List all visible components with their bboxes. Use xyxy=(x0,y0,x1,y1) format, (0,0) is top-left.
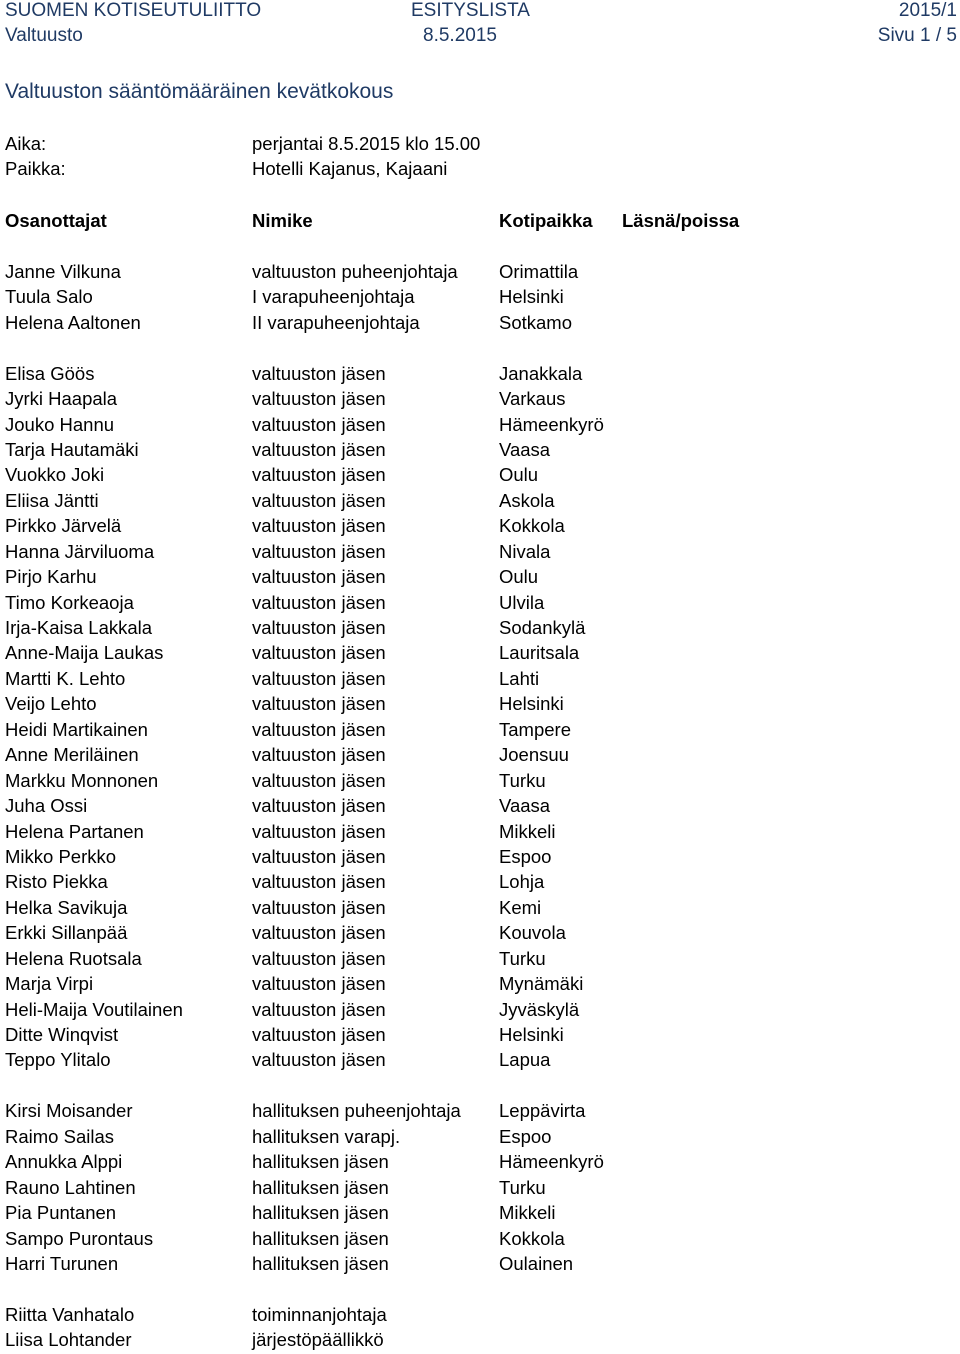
participants-table xyxy=(5,209,945,1354)
participant-home: Kokkola xyxy=(499,1227,565,1249)
participant-home: Turku xyxy=(499,1176,546,1198)
participant-row xyxy=(5,489,945,514)
participant-name: Annukka Alppi xyxy=(5,1151,123,1173)
participant-row xyxy=(5,514,945,539)
participant-title: valtuuston jäsen xyxy=(252,388,386,410)
participant-row xyxy=(5,362,945,387)
participant-title: valtuuston jäsen xyxy=(252,744,386,766)
participant-row xyxy=(5,438,945,463)
participant-title: valtuuston jäsen xyxy=(252,566,386,588)
participant-row xyxy=(5,1252,945,1277)
participant-row xyxy=(5,1176,945,1201)
organization-name: SUOMEN KOTISEUTULIITTO xyxy=(5,0,262,21)
participant-title: valtuuston jäsen xyxy=(252,998,386,1020)
participant-row xyxy=(5,591,945,616)
participant-home: Kemi xyxy=(499,896,542,918)
participant-title: hallituksen varapj. xyxy=(252,1125,401,1147)
document-number: 2015/1 xyxy=(898,0,957,21)
participant-row xyxy=(5,1048,945,1073)
participant-row xyxy=(5,921,945,946)
participant-name: Heidi Martikainen xyxy=(5,718,148,740)
participant-home: Janakkala xyxy=(499,362,583,384)
participant-title: valtuuston jäsen xyxy=(252,413,386,435)
participant-home: Helsinki xyxy=(499,693,564,715)
participant-name: Helena Aaltonen xyxy=(5,311,141,333)
column-header-name: Osanottajat xyxy=(5,210,107,231)
participant-name: Erkki Sillanpää xyxy=(5,922,128,944)
participant-home: Orimattila xyxy=(499,260,579,282)
participant-home: Ulvila xyxy=(499,591,545,613)
participant-title: hallituksen jäsen xyxy=(252,1151,389,1173)
participant-title: valtuuston jäsen xyxy=(252,642,386,664)
participant-row xyxy=(5,870,945,895)
meeting-title: Valtuuston sääntömääräinen kevätkokous xyxy=(5,80,394,103)
group-spacer xyxy=(5,234,945,259)
participant-name: Anne Meriläinen xyxy=(5,744,139,766)
participant-title: valtuuston jäsen xyxy=(252,769,386,791)
place-row xyxy=(5,158,805,182)
column-header-presence: Läsnä/poissa xyxy=(622,210,740,231)
participant-row xyxy=(5,616,945,641)
participants-body xyxy=(5,234,945,1353)
participant-title: hallituksen jäsen xyxy=(252,1202,389,1224)
participant-name: Pia Puntanen xyxy=(5,1202,117,1224)
participant-row xyxy=(5,260,945,285)
page-number: Sivu 1 / 5 xyxy=(877,25,957,46)
participant-home: Oulainen xyxy=(499,1252,574,1274)
participant-title: valtuuston puheenjohtaja xyxy=(252,260,458,282)
place-label: Paikka: xyxy=(5,158,66,179)
participant-home: Oulu xyxy=(499,464,539,486)
participant-name: Heli-Maija Voutilainen xyxy=(5,998,183,1020)
participant-home: Helsinki xyxy=(499,286,564,308)
participant-name: Teppo Ylitalo xyxy=(5,1049,111,1071)
participant-row xyxy=(5,1125,945,1150)
document-header-line-2 xyxy=(5,25,957,49)
participant-home: Lohja xyxy=(499,871,545,893)
participant-name: Rauno Lahtinen xyxy=(5,1176,136,1198)
participant-row xyxy=(5,1201,945,1226)
participant-title: valtuuston jäsen xyxy=(252,947,386,969)
participant-title: valtuuston jäsen xyxy=(252,973,386,995)
participant-title: valtuuston jäsen xyxy=(252,515,386,537)
participant-row xyxy=(5,1099,945,1124)
participant-name: Juha Ossi xyxy=(5,795,88,817)
participant-home: Lahti xyxy=(499,667,540,689)
participant-home: Askola xyxy=(499,489,555,511)
participant-name: Sampo Purontaus xyxy=(5,1227,154,1249)
participant-name: Helena Ruotsala xyxy=(5,947,142,969)
participant-title: järjestöpäällikkö xyxy=(252,1329,384,1351)
participant-row xyxy=(5,667,945,692)
participant-title: toiminnanjohtaja xyxy=(252,1303,387,1325)
participant-row xyxy=(5,845,945,870)
participant-name: Eliisa Jäntti xyxy=(5,489,99,511)
place-value: Hotelli Kajanus, Kajaani xyxy=(252,158,448,179)
participant-home: Mikkeli xyxy=(499,1202,556,1224)
participant-name: Pirkko Järvelä xyxy=(5,515,122,537)
participant-row xyxy=(5,1328,945,1353)
participant-home: Hämeenkyrö xyxy=(499,413,604,435)
participant-home: Hämeenkyrö xyxy=(499,1151,604,1173)
participant-name: Riitta Vanhatalo xyxy=(5,1303,135,1325)
time-value: perjantai 8.5.2015 klo 15.00 xyxy=(252,133,481,154)
participant-row xyxy=(5,311,945,336)
participant-row xyxy=(5,769,945,794)
participant-home: Joensuu xyxy=(499,744,569,766)
participant-title: valtuuston jäsen xyxy=(252,464,386,486)
participant-home: Vaasa xyxy=(499,438,551,460)
column-header-home: Kotipaikka xyxy=(499,210,593,231)
participant-home: Vaasa xyxy=(499,795,551,817)
time-row xyxy=(5,133,805,157)
participant-row xyxy=(5,1150,945,1175)
participant-home: Mynämäki xyxy=(499,973,584,995)
participant-name: Raimo Sailas xyxy=(5,1125,114,1147)
participant-row xyxy=(5,565,945,590)
participant-name: Tuula Salo xyxy=(5,286,93,308)
participant-title: valtuuston jäsen xyxy=(252,489,386,511)
participant-home: Tampere xyxy=(499,718,571,740)
participant-title: valtuuston jäsen xyxy=(252,896,386,918)
participant-row xyxy=(5,641,945,666)
participants-header-row xyxy=(5,209,945,234)
participant-name: Pirjo Karhu xyxy=(5,566,97,588)
participant-home: Oulu xyxy=(499,566,539,588)
participant-row xyxy=(5,947,945,972)
participant-title: valtuuston jäsen xyxy=(252,871,386,893)
participant-home: Leppävirta xyxy=(499,1100,586,1122)
participant-row xyxy=(5,896,945,921)
participant-row xyxy=(5,463,945,488)
participant-name: Tarja Hautamäki xyxy=(5,438,139,460)
column-header-title: Nimike xyxy=(252,210,313,231)
participant-row xyxy=(5,743,945,768)
participant-name: Kirsi Moisander xyxy=(5,1100,133,1122)
group-spacer xyxy=(5,1277,945,1302)
participant-row xyxy=(5,998,945,1023)
participant-home: Lauritsala xyxy=(499,642,580,664)
participant-name: Ditte Winqvist xyxy=(5,1024,119,1045)
participant-home: Turku xyxy=(499,769,546,791)
participant-name: Vuokko Joki xyxy=(5,464,105,486)
participant-row xyxy=(5,540,945,565)
participant-name: Jyrki Haapala xyxy=(5,388,118,410)
participant-row xyxy=(5,1227,945,1252)
participant-row xyxy=(5,794,945,819)
participant-home: Varkaus xyxy=(499,388,566,410)
document-header-line-1 xyxy=(5,0,957,24)
participant-name: Risto Piekka xyxy=(5,871,108,893)
participant-row xyxy=(5,285,945,310)
participant-title: valtuuston jäsen xyxy=(252,591,386,613)
participant-title: valtuuston jäsen xyxy=(252,922,386,944)
participant-title: valtuuston jäsen xyxy=(252,1024,386,1045)
participant-name: Jouko Hannu xyxy=(5,413,115,435)
participant-name: Hanna Järviluoma xyxy=(5,540,155,562)
participant-home: Sodankylä xyxy=(499,617,586,638)
time-label: Aika: xyxy=(5,133,47,154)
participant-title: I varapuheenjohtaja xyxy=(252,286,415,308)
participant-row xyxy=(5,692,945,717)
participant-row xyxy=(5,387,945,412)
participant-title: hallituksen puheenjohtaja xyxy=(252,1100,461,1122)
group-spacer xyxy=(5,336,945,361)
participant-home: Mikkeli xyxy=(499,820,556,842)
participant-home: Kouvola xyxy=(499,922,566,944)
group-spacer xyxy=(5,1074,945,1099)
participant-name: Helka Savikuja xyxy=(5,896,128,918)
participant-name: Janne Vilkuna xyxy=(5,260,121,282)
participant-home: Sotkamo xyxy=(499,311,573,333)
participant-name: Timo Korkeaoja xyxy=(5,591,134,613)
participant-title: hallituksen jäsen xyxy=(252,1227,389,1249)
participant-name: Liisa Lohtander xyxy=(5,1329,132,1351)
participant-title: valtuuston jäsen xyxy=(252,667,386,689)
participant-title: hallituksen jäsen xyxy=(252,1252,389,1274)
participant-home: Kokkola xyxy=(499,515,565,537)
participant-name: Marja Virpi xyxy=(5,973,94,995)
participant-title: valtuuston jäsen xyxy=(252,820,386,842)
participant-row xyxy=(5,972,945,997)
participant-title: valtuuston jäsen xyxy=(252,795,386,817)
participant-title: valtuuston jäsen xyxy=(252,438,386,460)
participant-row xyxy=(5,1023,945,1048)
participant-name: Markku Monnonen xyxy=(5,769,159,791)
participant-title: valtuuston jäsen xyxy=(252,540,386,562)
participant-title: valtuuston jäsen xyxy=(252,1049,386,1071)
participant-title: valtuuston jäsen xyxy=(252,845,386,867)
participant-home: Espoo xyxy=(499,1125,552,1147)
participant-title: valtuuston jäsen xyxy=(252,617,386,638)
document-type: ESITYSLISTA xyxy=(411,0,530,21)
participant-name: Helena Partanen xyxy=(5,820,144,842)
participant-home: Lapua xyxy=(499,1049,551,1071)
participant-home: Helsinki xyxy=(499,1024,564,1045)
participant-title: valtuuston jäsen xyxy=(252,718,386,740)
participant-row xyxy=(5,820,945,845)
participant-home: Jyväskylä xyxy=(499,998,580,1020)
participant-home: Espoo xyxy=(499,845,552,867)
participant-home: Nivala xyxy=(499,540,551,562)
participant-row xyxy=(5,413,945,438)
participant-title: hallituksen jäsen xyxy=(252,1176,389,1198)
participant-title: II varapuheenjohtaja xyxy=(252,311,420,333)
participant-title: valtuuston jäsen xyxy=(252,362,386,384)
participant-name: Martti K. Lehto xyxy=(5,667,126,689)
participant-name: Veijo Lehto xyxy=(5,693,97,715)
participant-name: Harri Turunen xyxy=(5,1252,119,1274)
participant-name: Irja-Kaisa Lakkala xyxy=(5,617,153,638)
participant-title: valtuuston jäsen xyxy=(252,693,386,715)
participant-name: Anne-Maija Laukas xyxy=(5,642,164,664)
participant-row xyxy=(5,1303,945,1328)
body-name: Valtuusto xyxy=(5,25,83,46)
participant-row xyxy=(5,718,945,743)
meeting-date: 8.5.2015 xyxy=(423,25,497,46)
participant-name: Mikko Perkko xyxy=(5,845,117,867)
participant-home: Turku xyxy=(499,947,546,969)
participant-name: Elisa Göös xyxy=(5,362,95,384)
